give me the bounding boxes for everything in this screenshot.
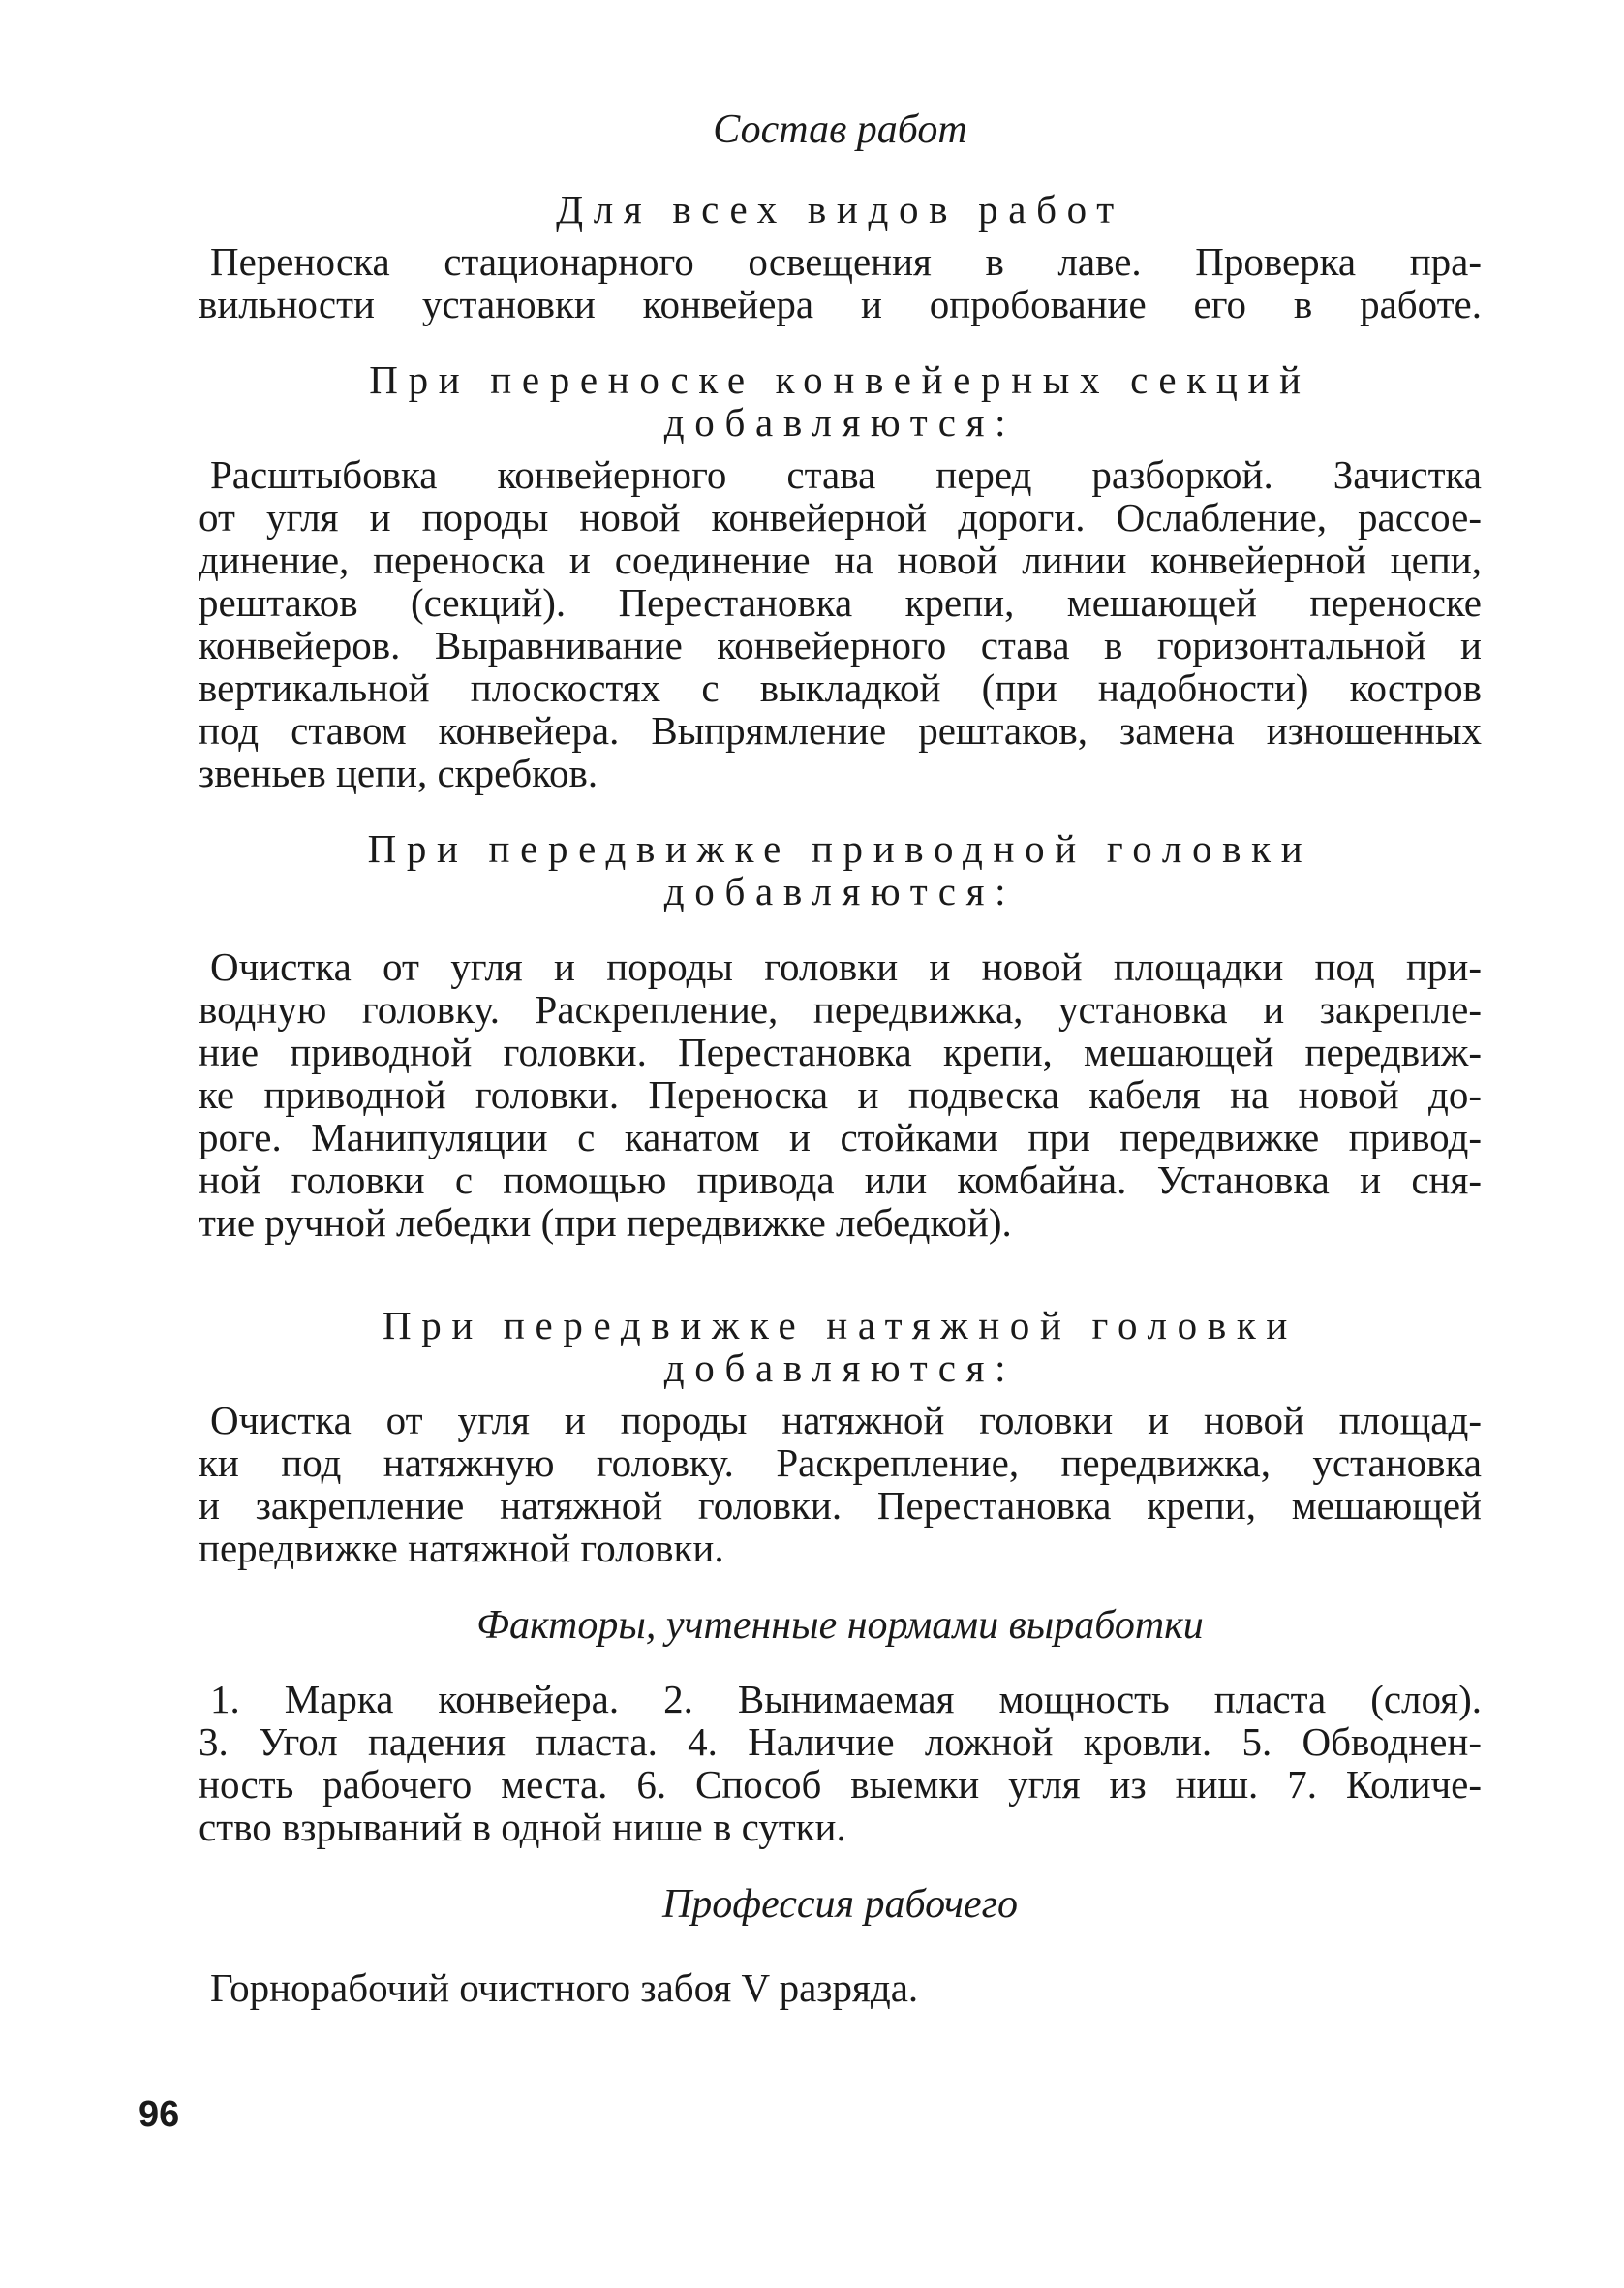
section-heading-work-composition: Состав работ [713,108,967,152]
text-line: вильности установки конвейера и опробование его в работе. [199,282,1482,326]
text-line: Очистка от угля и породы натяжной головки и новой площад- [210,1398,1482,1442]
subheading-tension-head: При передвижке натяжной головки [382,1303,1299,1347]
text-line: ние приводной головки. Перестановка крепи, мешающей передвиж- [199,1030,1482,1074]
section-heading-factors: Факторы, учтенные нормами выработки [476,1603,1204,1648]
text-line: Переноска стационарного освещения в лаве. Проверка пра- [210,239,1482,284]
text-line: ке приводной головки. Переноска и подвеска кабеля на новой до- [199,1072,1482,1117]
text-line: под ставом конвейера. Выпрямление рештаков, замена изношенных [199,708,1482,753]
paragraph-conveyor-sections [199,453,1482,794]
section-heading-profession: Профессия рабочего [661,1882,1019,1927]
subheading-conveyor-sections-added: добавляются: [663,400,1017,445]
subheading-tension-head-added: добавляются: [663,1345,1017,1390]
text-line: передвижке натяжной головки. [199,1526,724,1570]
paragraph-profession [199,1966,1482,2009]
text-line: ность рабочего места. 6. Способ выемки угля из ниш. 7. Количе- [199,1762,1482,1807]
paragraph-drive-head [199,945,1482,1244]
text-line: ной головки с помощью привода или комбайна. Установка и сня- [199,1158,1482,1202]
text-line: рештаков (секций). Перестановка крепи, мешающей переноске [199,580,1482,625]
text-line: динение, переноска и соединение на новой линии конвейерной цепи, [199,538,1482,582]
text-line: ство взрываний в одной нише в сутки. [199,1805,846,1849]
text-line: Очистка от угля и породы головки и новой площадки под при- [210,944,1482,989]
page-content [199,107,1482,2009]
text-line: роге. Манипуляции с канатом и стойками при передвижке привод- [199,1115,1482,1159]
text-line: и закрепление натяжной головки. Перестановка крепи, мешающей [199,1483,1482,1528]
text-line: конвейеров. Выравнивание конвейерного става в горизонтальной и [199,623,1482,667]
subheading-conveyor-sections: При переноске конвейерных секций [369,357,1311,402]
text-line: звеньев цепи, скребков. [199,751,598,795]
subheading-drive-head: При передвижке приводной головки [367,826,1313,871]
text-line: от угля и породы новой конвейерной дороги. Ослабление, рассое- [199,495,1482,540]
text-line: 3. Угол падения пласта. 4. Наличие ложной кровли. 5. Обводнен- [199,1719,1482,1764]
text-line: тие ручной лебедки (при передвижке лебедкой). [199,1200,1012,1245]
text-line: Расштыбовка конвейерного става перед разборкой. Зачистка [210,452,1482,497]
subheading-all-works: Для всех видов работ [556,187,1124,232]
text-line: ки под натяжную головку. Раскрепление, передвижка, установка [199,1440,1482,1485]
text-line: Горнорабочий очистного забоя V разряда. [210,1965,919,2010]
text-line: 1. Марка конвейера. 2. Вынимаемая мощность пласта (слоя). [210,1677,1482,1721]
paragraph-factors [199,1678,1482,1848]
text-line: водную головку. Раскрепление, передвижка, установка и закрепле- [199,987,1482,1032]
subheading-drive-head-added: добавляются: [663,869,1017,913]
text-line: вертикальной плоскостях с выкладкой (при надобности) костров [199,665,1482,710]
page-number: 96 [138,2094,180,2135]
paragraph-tension-head [199,1399,1482,1569]
paragraph-all-works [199,240,1482,325]
